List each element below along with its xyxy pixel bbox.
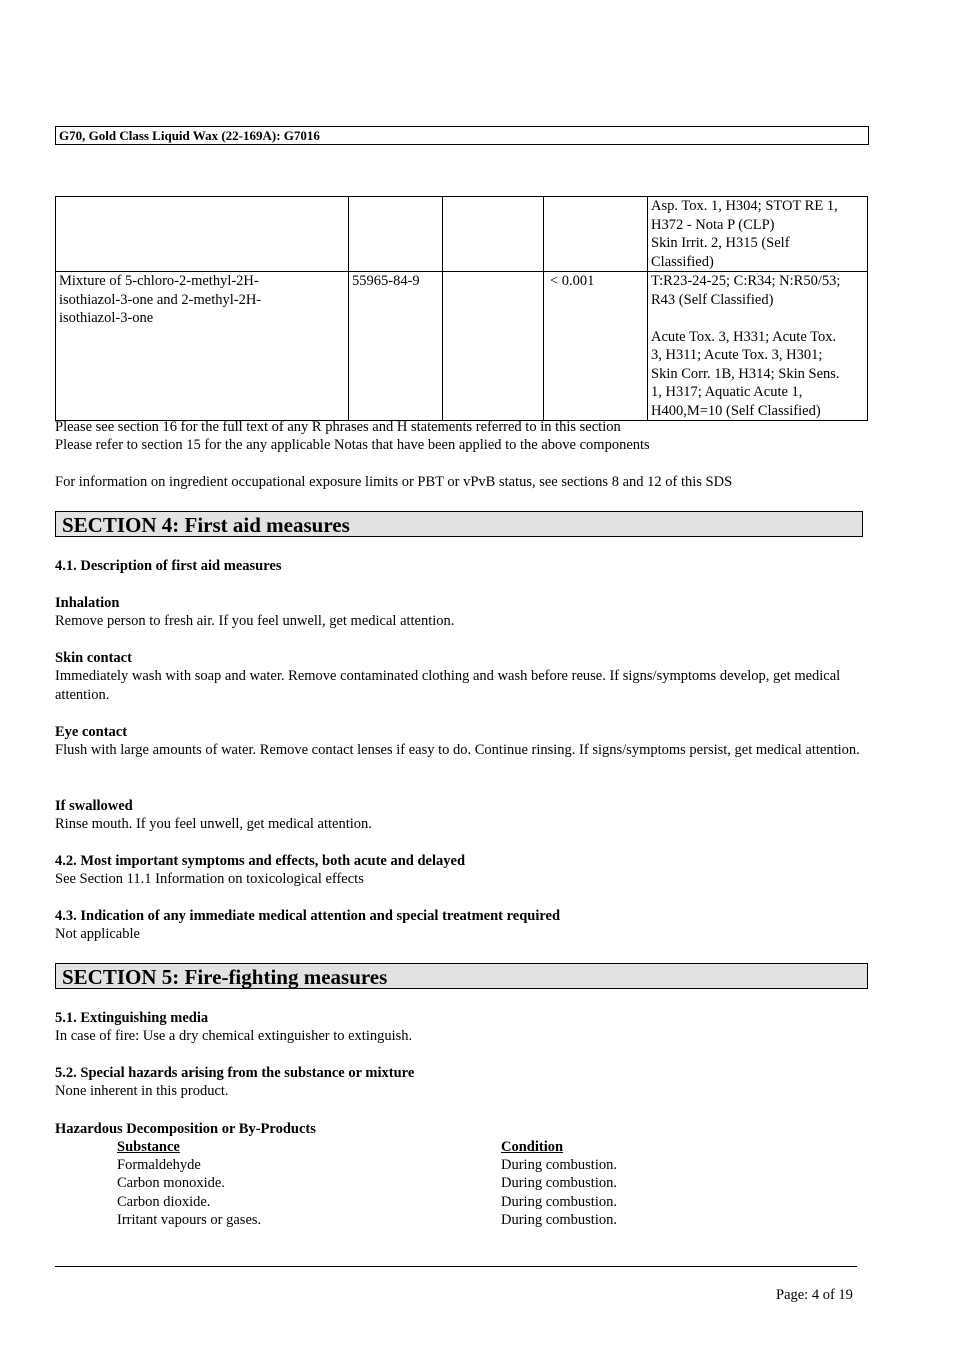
component-name-cell bbox=[56, 197, 349, 272]
subsection-4-2: 4.2. Most important symptoms and effects, both acute and delayed bbox=[55, 853, 466, 869]
section-5-title: SECTION 5: Fire-fighting measures bbox=[55, 963, 868, 989]
percent-cell: < 0.001 bbox=[544, 272, 648, 421]
page-number: Page: 4 of 19 bbox=[776, 1287, 853, 1303]
substance-cell: Formaldehyde bbox=[117, 1157, 201, 1173]
note-exposure: For information on ingredient occupational exposure limits or PBT or vPvB status, see sections 8 and 12 of this SDS bbox=[55, 474, 733, 490]
substance-cell: Carbon monoxide. bbox=[117, 1175, 225, 1191]
subsection-4-1: 4.1. Description of first aid measures bbox=[55, 558, 282, 574]
eye-contact-text: Flush with large amounts of water. Remove contact lenses if easy to do. Continue rinsing. If signs/symptoms persist, get medical attention. bbox=[55, 742, 860, 758]
classification-line: T:R23-24-25; C:R34; N:R50/53; bbox=[651, 273, 841, 289]
cas-cell bbox=[349, 197, 443, 272]
components-table bbox=[55, 196, 868, 421]
subsection-4-2-text: See Section 11.1 Information on toxicological effects bbox=[55, 871, 364, 887]
subsection-5-2-text: None inherent in this product. bbox=[55, 1083, 229, 1099]
footer-divider bbox=[55, 1266, 857, 1267]
cas-cell: 55965-84-9 bbox=[349, 272, 443, 421]
note-r-phrases: Please see section 16 for the full text of any R phrases and H statements referred to in this section bbox=[55, 419, 621, 435]
condition-cell: During combustion. bbox=[501, 1194, 617, 1210]
swallowed-text: Rinse mouth. If you feel unwell, get medical attention. bbox=[55, 816, 372, 832]
percent-cell bbox=[544, 197, 648, 272]
component-name-line: isothiazol-3-one and 2-methyl-2H- bbox=[59, 291, 262, 308]
classification-line: Skin Irrit. 2, H315 (Self bbox=[651, 235, 790, 251]
classification-line: H400,M=10 (Self Classified) bbox=[651, 402, 821, 419]
subsection-5-1: 5.1. Extinguishing media bbox=[55, 1010, 209, 1026]
section-4-title: SECTION 4: First aid measures bbox=[55, 511, 863, 537]
table-row bbox=[56, 197, 868, 272]
table-row bbox=[56, 272, 868, 421]
column-header-condition: Condition bbox=[501, 1139, 564, 1155]
classification-cell bbox=[648, 197, 868, 272]
swallowed-heading: If swallowed bbox=[55, 798, 133, 814]
ec-cell bbox=[443, 197, 544, 272]
eye-contact-heading: Eye contact bbox=[55, 724, 128, 740]
column-header-substance: Substance bbox=[117, 1139, 180, 1155]
condition-cell: During combustion. bbox=[501, 1212, 617, 1228]
subsection-5-2: 5.2. Special hazards arising from the substance or mixture bbox=[55, 1065, 415, 1081]
document-header: G70, Gold Class Liquid Wax (22-169A): G7016 bbox=[55, 126, 869, 145]
substance-cell: Carbon dioxide. bbox=[117, 1194, 211, 1210]
classification-line: Acute Tox. 3, H331; Acute Tox. bbox=[651, 328, 837, 345]
classification-cell bbox=[648, 272, 868, 421]
condition-cell: During combustion. bbox=[501, 1157, 617, 1173]
subsection-4-3-text: Not applicable bbox=[55, 926, 140, 942]
skin-contact-text: Immediately wash with soap and water. Remove contaminated clothing and wash before reuse. If signs/symptoms develop, get medical attention. bbox=[55, 668, 841, 703]
classification-line bbox=[651, 309, 864, 328]
component-name-cell bbox=[56, 272, 349, 421]
subsection-5-1-text: In case of fire: Use a dry chemical extinguisher to extinguish. bbox=[55, 1028, 413, 1044]
ec-cell bbox=[443, 272, 544, 421]
classification-line: R43 (Self Classified) bbox=[651, 291, 774, 308]
hazardous-decomposition-heading: Hazardous Decomposition or By-Products bbox=[55, 1121, 316, 1137]
condition-cell: During combustion. bbox=[501, 1175, 617, 1191]
subsection-4-3: 4.3. Indication of any immediate medical attention and special treatment required bbox=[55, 908, 561, 924]
component-name-line: isothiazol-3-one bbox=[59, 310, 154, 326]
classification-line: Classified) bbox=[651, 253, 714, 270]
classification-line: 1, H317; Aquatic Acute 1, bbox=[651, 384, 803, 400]
note-notas: Please refer to section 15 for the any applicable Notas that have been applied to the above components bbox=[55, 437, 650, 453]
classification-line: 3, H311; Acute Tox. 3, H301; bbox=[651, 347, 823, 363]
inhalation-heading: Inhalation bbox=[55, 595, 120, 611]
skin-contact-heading: Skin contact bbox=[55, 650, 132, 666]
inhalation-text: Remove person to fresh air. If you feel unwell, get medical attention. bbox=[55, 613, 455, 629]
component-name-line: Mixture of 5-chloro-2-methyl-2H- bbox=[59, 273, 259, 289]
substance-cell: Irritant vapours or gases. bbox=[117, 1212, 262, 1228]
classification-line: H372 - Nota P (CLP) bbox=[651, 216, 775, 233]
classification-line: Skin Corr. 1B, H314; Skin Sens. bbox=[651, 365, 840, 382]
classification-line: Asp. Tox. 1, H304; STOT RE 1, bbox=[651, 198, 838, 214]
